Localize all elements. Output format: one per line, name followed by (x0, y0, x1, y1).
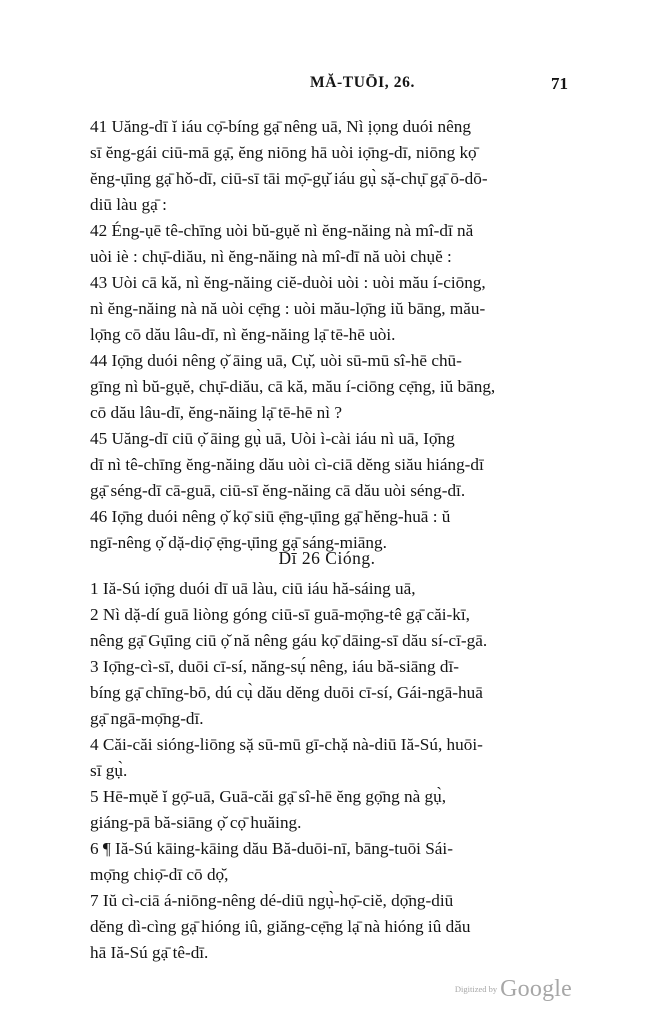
text-line: gīng nì bŭ-gụĕ, chụ̄-diău, cā kă, mău í-ciōng cẹ̄ng, iŭ bāng, (90, 377, 496, 396)
text-line: cō dău lâu-dī, ĕng-năing lạ̄ tē-hē nì ? (90, 403, 342, 422)
text-line: dī nì tê-chīng ĕng-năing dău uòi cì-ciā dĕng siău hiáng-dī (90, 455, 484, 474)
text-line: 42 Éng-ụē tê-chīng uòi bŭ-gụĕ nì ĕng-năing nà mî-dī nă (90, 221, 474, 240)
chapter-title: Dī 26 Cióng. (278, 548, 376, 568)
text-line: bíng gạ̄ chīng-bō, dú cụ̀ dău dĕng duōi cī-sí, Gái-ngā-huā (90, 683, 483, 702)
text-line: 45 Uăng-dī ciū ọ̆ āing gụ̀ uā, Uòi ì-cài iáu nì uā, Iọ̄ng (90, 429, 455, 448)
text-line: 6 ¶ Iă-Sú kāing-kāing dău Bă-duōi-nī, bāng-tuōi Sái- (90, 839, 453, 858)
text-line: 44 Iọ̄ng duói nêng ọ̆ āing uā, Cụ̆, uòi sū-mū sî-hē chū- (90, 351, 462, 370)
text-line: gạ̄ séng-dī cā-guā, ciū-sī ĕng-năing cā dău uòi séng-dī. (90, 481, 466, 500)
text-line: dĕng dì-cìng gạ̄ hióng iû, giăng-cẹ̄ng lạ̄ nà hióng iû dău (90, 917, 471, 936)
page-header (90, 74, 568, 98)
text-line: 46 Iọ̄ng duói nêng ọ̆ kọ̄ siū ẹ̄ng-ụ̄ing gạ̄ hĕng-huā : ŭ (90, 507, 451, 526)
text-line: lọ̄ng cō dău lâu-dī, nì ĕng-năing lạ̄ tē-hē uòi. (90, 325, 396, 344)
running-head: MĂ-TUŌI, 26. (310, 74, 415, 91)
digitized-watermark (455, 976, 572, 1003)
text-line: 2 Nì dặ-dí guā liòng góng ciū-sī guā-mọ̄ng-tê gạ̄ căi-kī, (90, 605, 470, 624)
page-number: 71 (551, 74, 568, 93)
watermark-logo-text: Google (500, 976, 572, 1002)
text-line: 1 Iă-Sú iọ̄ng duói dī uā làu, ciū iáu hă-sáing uā, (90, 579, 416, 598)
text-line: sī gụ̀. (90, 761, 128, 780)
text-line: sī ĕng-gái ciū-mā gạ̄, ĕng niōng hā uòi iọ̄ng-dī, niōng kọ̄ (90, 143, 477, 162)
text-line: nêng gạ̄ Gụ̄ing ciū ọ̆ nă nêng gáu kọ̄ dāing-sī dău sí-cī-gā. (90, 631, 488, 650)
text-line: 5 Hē-mụĕ ĭ gọ̄-uā, Guā-căi gạ̄ sî-hē ĕng gọ̄ng nà gụ̀, (90, 787, 447, 806)
text-line: ĕng-ụ̄ing gạ̄ hǒ-dī, ciū-sī tāi mọ̄-gụ̆ iáu gụ̀ sặ-chụ̄ gạ̄ ō-dō- (90, 169, 488, 188)
text-line: mọ̄ng chiọ̄-dī cō dọ̆, (90, 865, 229, 884)
text-line: nì ĕng-năing nà nă uòi cẹ̄ng : uòi mău-lọ̄ng iŭ bāng, mău- (90, 299, 486, 318)
text-line: 3 Iọ̄ng-cì-sī, duōi cī-sí, năng-sụ́ nêng, iáu bă-siāng dī- (90, 657, 459, 676)
text-line: 4 Căi-căi sióng-liōng sặ sū-mū gī-chặ nà-diū Iă-Sú, huōi- (90, 735, 483, 754)
text-line: gạ̄ ngā-mọ̄ng-dī. (90, 709, 204, 728)
text-line: 43 Uòi cā kă, nì ĕng-năing ciĕ-duòi uòi : uòi mău í-ciōng, (90, 273, 486, 292)
text-block-top (90, 114, 568, 556)
text-line: giáng-pā bă-siāng ọ̆ cọ̄ huăing. (90, 813, 302, 832)
text-line: uòi iè : chụ̄-diău, nì ĕng-năing nà mî-dī nă uòi chụĕ : (90, 247, 452, 266)
text-line: 41 Uăng-dī ĭ iáu cọ̄-bíng gạ̄ nêng uā, Nì ịọng duói nêng (90, 117, 471, 136)
text-line: hā Iă-Sú gạ̄ tê-dī. (90, 943, 209, 962)
text-block-bottom (90, 576, 568, 966)
text-line: 7 Iŭ cì-ciā á-niōng-nêng dé-diū ngụ̀-họ̄-ciĕ, dọ̄ng-diū (90, 891, 454, 910)
text-line: ngī-nêng ọ̆ dặ-diọ̄ ẹ̄ng-ụ̄ing gạ̄ sáng-miāng. (90, 533, 387, 552)
watermark-small-text: Digitized by (454, 984, 498, 994)
text-line: diū làu gạ̄ : (90, 195, 167, 214)
